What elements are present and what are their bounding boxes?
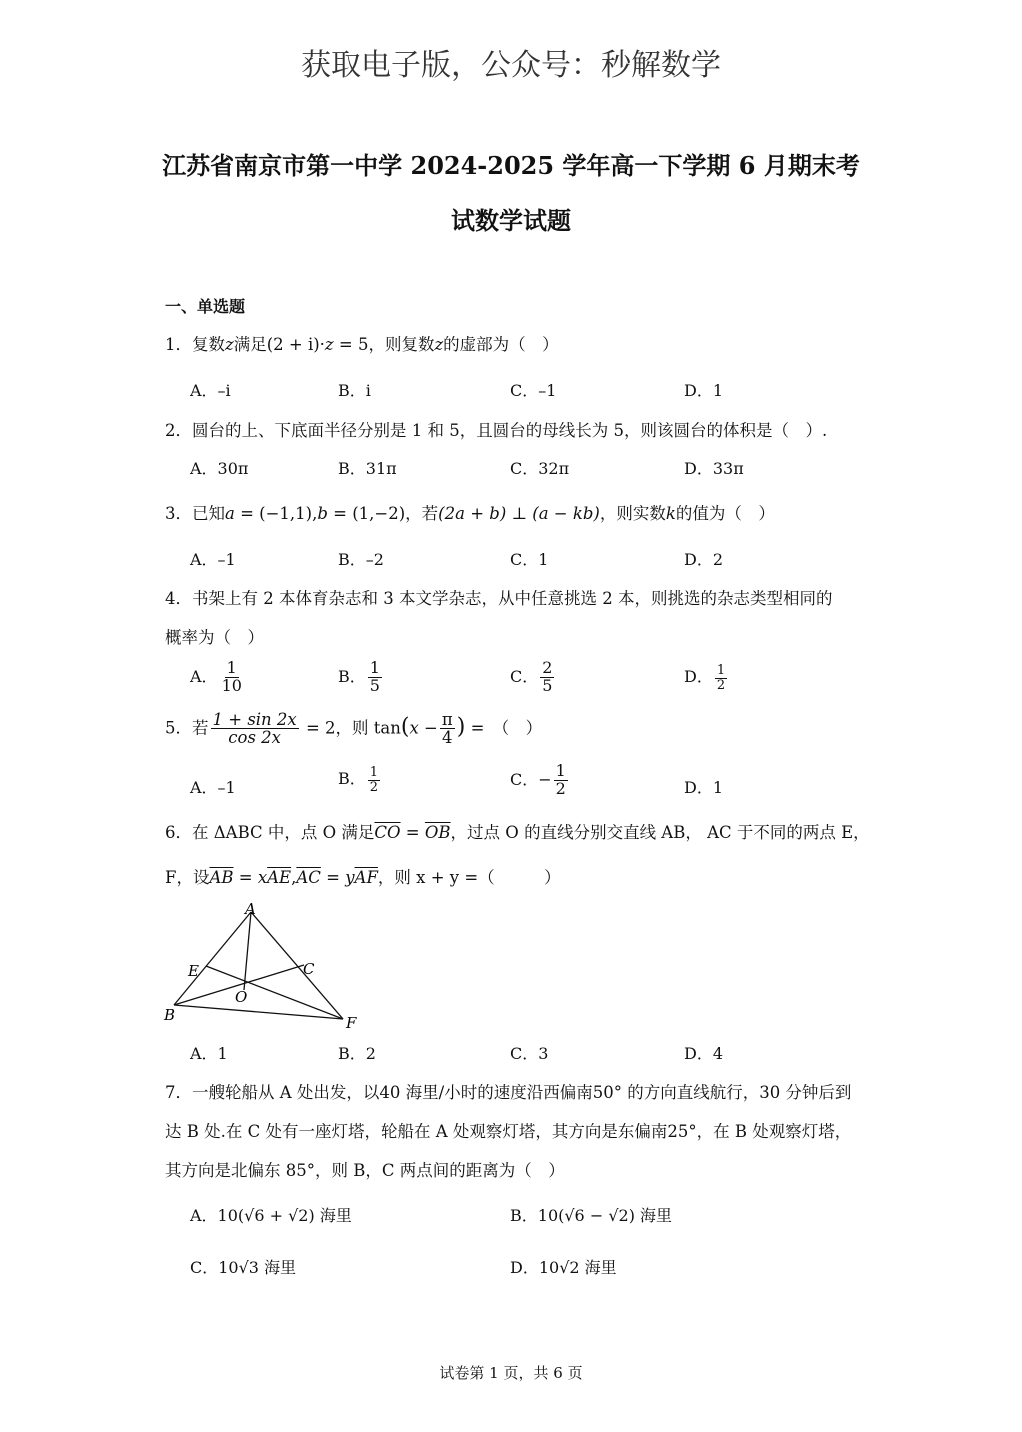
question-3-stem: 3．已知a = (−1,1),b = (1,−2)，若(2a + b) ⊥ (a − kb)，则实数k的值为（ ） bbox=[165, 504, 775, 523]
q7-option-a: A．10(√6 + √2) 海里 bbox=[190, 1206, 352, 1225]
exam-title-line1: 江苏省南京市第一中学 2024-2025 学年高一下学期 6 月期末考 bbox=[162, 151, 860, 180]
question-7-stem-line1: 7．一艘轮船从 A 处出发，以40 海里/小时的速度沿西偏南50° 的方向直线航行，30 分钟后到 bbox=[165, 1083, 852, 1102]
q1-option-a: A．–i bbox=[190, 381, 231, 400]
question-5-stem: 5．若 $\frac{1 + \sin 2x}{\cos 2x}$ = 2，则 tan(x − $\frac{\pi}{4}$ ) = （ ） bbox=[165, 710, 543, 748]
point-label-a: A bbox=[245, 900, 256, 918]
watermark-banner: 获取电子版，公众号：秒解数学 bbox=[301, 48, 721, 83]
point-label-c: C bbox=[303, 960, 315, 978]
q6-option-c: C．3 bbox=[510, 1044, 549, 1063]
q2-option-c: C．32π bbox=[510, 459, 570, 478]
q3-option-a: A．–1 bbox=[190, 550, 236, 569]
point-label-e: E bbox=[188, 962, 199, 980]
q3-option-c: C．1 bbox=[510, 550, 549, 569]
question-7-stem-line3: 其方向是北偏东 85°，则 B，C 两点间的距离为（ ） bbox=[165, 1161, 565, 1180]
point-label-b: B bbox=[164, 1006, 176, 1024]
question-6-stem-line1: 6．在 ΔABC 中，点 O 满足$\overline{CO} = \overline{OB}$，过点 O 的直线分别交直线 AB， AC 于不同的两点 E， bbox=[165, 823, 870, 842]
q2-option-b: B．31π bbox=[338, 459, 397, 478]
q2-option-d: D．33π bbox=[684, 459, 744, 478]
q6-option-b: B．2 bbox=[338, 1044, 376, 1063]
question-1-stem: 1．复数z满足(2 + i)·z = 5，则复数z的虚部为（ ） bbox=[165, 335, 559, 354]
segment-ao bbox=[244, 912, 251, 990]
q5-option-c: C．− $\frac{1}{2}$ bbox=[510, 761, 566, 798]
q1-option-d: D．1 bbox=[684, 381, 724, 400]
q4-option-a: A． $\frac{1}{10}$ bbox=[190, 658, 242, 695]
q7-option-b: B．10(√6 − √2) 海里 bbox=[510, 1206, 673, 1225]
question-4-stem-line1: 4．书架上有 2 本体育杂志和 3 本文学杂志，从中任意挑选 2 本，则挑选的杂志类型相同的 bbox=[165, 589, 833, 608]
exam-title-line2: 试数学试题 bbox=[451, 206, 571, 235]
q4-option-b: B． $\frac{1}{5}$ bbox=[338, 658, 380, 695]
q6-option-d: D．4 bbox=[684, 1044, 724, 1063]
point-label-f: F bbox=[346, 1014, 357, 1032]
point-label-o: O bbox=[235, 988, 248, 1006]
question-4-stem-line2: 概率为（ ） bbox=[165, 628, 264, 647]
q5-option-b: B． $\frac{1}{2}$ bbox=[338, 765, 379, 795]
q4-option-d: D． $\frac{1}{2}$ bbox=[684, 663, 726, 693]
q5-option-d: D．1 bbox=[684, 778, 724, 797]
q4-option-c: C． $\frac{2}{5}$ bbox=[510, 658, 553, 695]
segment-bf bbox=[174, 1005, 343, 1019]
triangle-figure bbox=[160, 898, 370, 1038]
q1-option-b: B．i bbox=[338, 381, 371, 400]
page-footer: 试卷第 1 页，共 6 页 bbox=[439, 1364, 583, 1382]
q1-option-c: C．–1 bbox=[510, 381, 557, 400]
section-heading: 一、单选题 bbox=[165, 297, 246, 316]
segment-af bbox=[251, 912, 343, 1019]
q7-option-d: D．10√2 海里 bbox=[510, 1258, 617, 1277]
q3-option-d: D．2 bbox=[684, 550, 724, 569]
q2-option-a: A．30π bbox=[190, 459, 249, 478]
question-2-stem: 2．圆台的上、下底面半径分别是 1 和 5，且圆台的母线长为 5，则该圆台的体积是（ ）. bbox=[165, 421, 828, 440]
q7-option-c: C．10√3 海里 bbox=[190, 1258, 297, 1277]
q5-option-a: A．–1 bbox=[190, 778, 236, 797]
question-7-stem-line2: 达 B 处.在 C 处有一座灯塔，轮船在 A 处观察灯塔，其方向是东偏南25°，在 B 处观察灯塔， bbox=[165, 1122, 852, 1141]
q6-option-a: A．1 bbox=[190, 1044, 228, 1063]
q3-option-b: B．–2 bbox=[338, 550, 384, 569]
question-6-stem-line2: F，设$\overline{AB} = x\overline{AE},\overline{AC} = y\overline{AF}$，则 x + y =（ ） bbox=[165, 868, 561, 887]
